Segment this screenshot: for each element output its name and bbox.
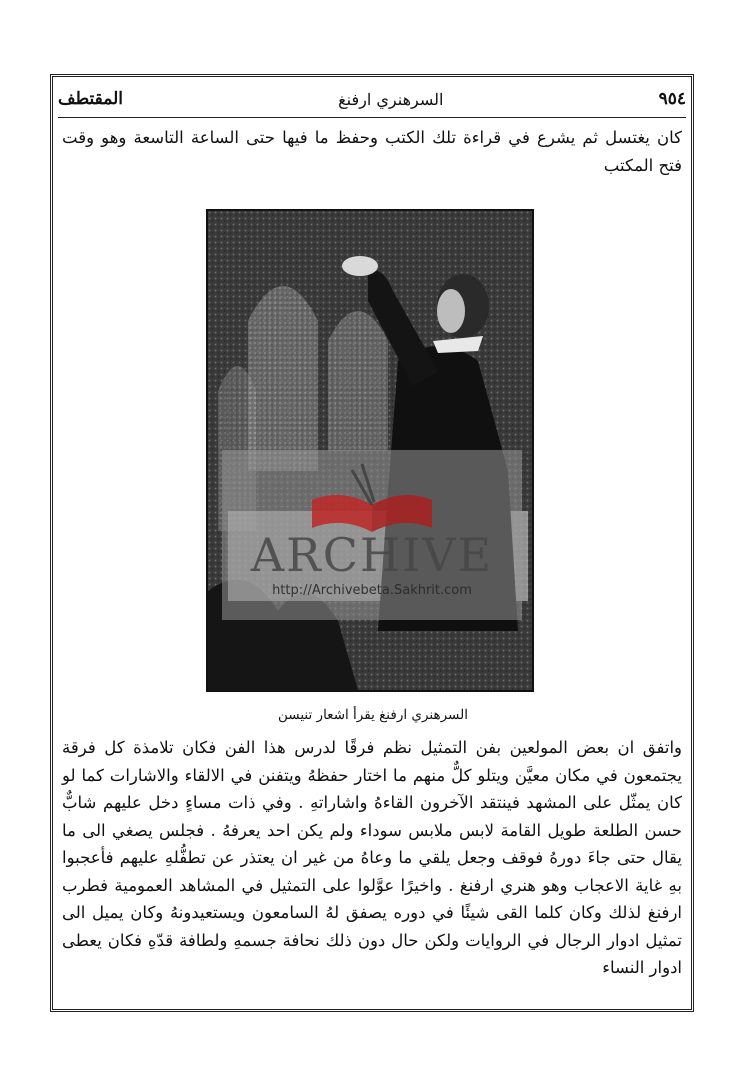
paragraph-2: واتفق ان بعض المولعين بفن التمثيل نظم فرقًا لدرس هذا الفن فكان تلامذة كل فرقة يجتمعون في مكان معيَّن ويتلو كلٌّ منهم ما اختار حفظهُ ويتفنن في الالقاء والاشارات كما لو كان يمثّل على المشهد فينتقد الآخرون القاءهُ واشاراتهِ . وفي ذات مساءٍ دخل عليهم شابٌّ حسن الطلعة طويل القامة لابس ملابس سوداء ولم يكن احد يعرفهُ . فجلس يصغي الى ما يقال حتى جاءَ دورهُ فوقف وجعل يلقي ما وعاهُ من غير ان يعتذر عن تطفُّلهِ عليهم فأعجبوا بهِ غاية الاعجاب وهو هنري ارفنغ . واخيرًا عوَّلوا على التمثيل في المشاهد العمومية فطرب ارفنغ لذلك وكان كلما القى شيئًا في دوره يصفق لهُ السامعون ويستعيدونهُ وكان يميل الى تمثيل ادوار الرجال في الروايات ولكن حال دون ذلك نحافة جسمهِ ولطافة قدّهِ فكان يعطى ادوار النساء	[62, 738, 682, 977]
watermark-url: http://Archivebeta.Sakhrit.com	[272, 583, 472, 598]
paragraph-1: كان يغتسل ثم يشرع في قراءة تلك الكتب وحفظ ما فيها حتى الساعة التاسعة وهو وقت فتح المكتب	[62, 128, 682, 175]
running-header	[58, 82, 686, 116]
running-title: السرهنري ارفنغ	[338, 89, 444, 109]
figure-caption: السرهنري ارفنغ يقرأ اشعار تنيسن	[278, 707, 468, 723]
journal-name: المقتطف	[58, 89, 124, 109]
header-rule	[58, 117, 686, 118]
watermark-book-icon	[222, 450, 522, 540]
page-number: ٩٥٤	[658, 89, 686, 109]
watermark-text: ARCHIVE	[250, 528, 494, 582]
